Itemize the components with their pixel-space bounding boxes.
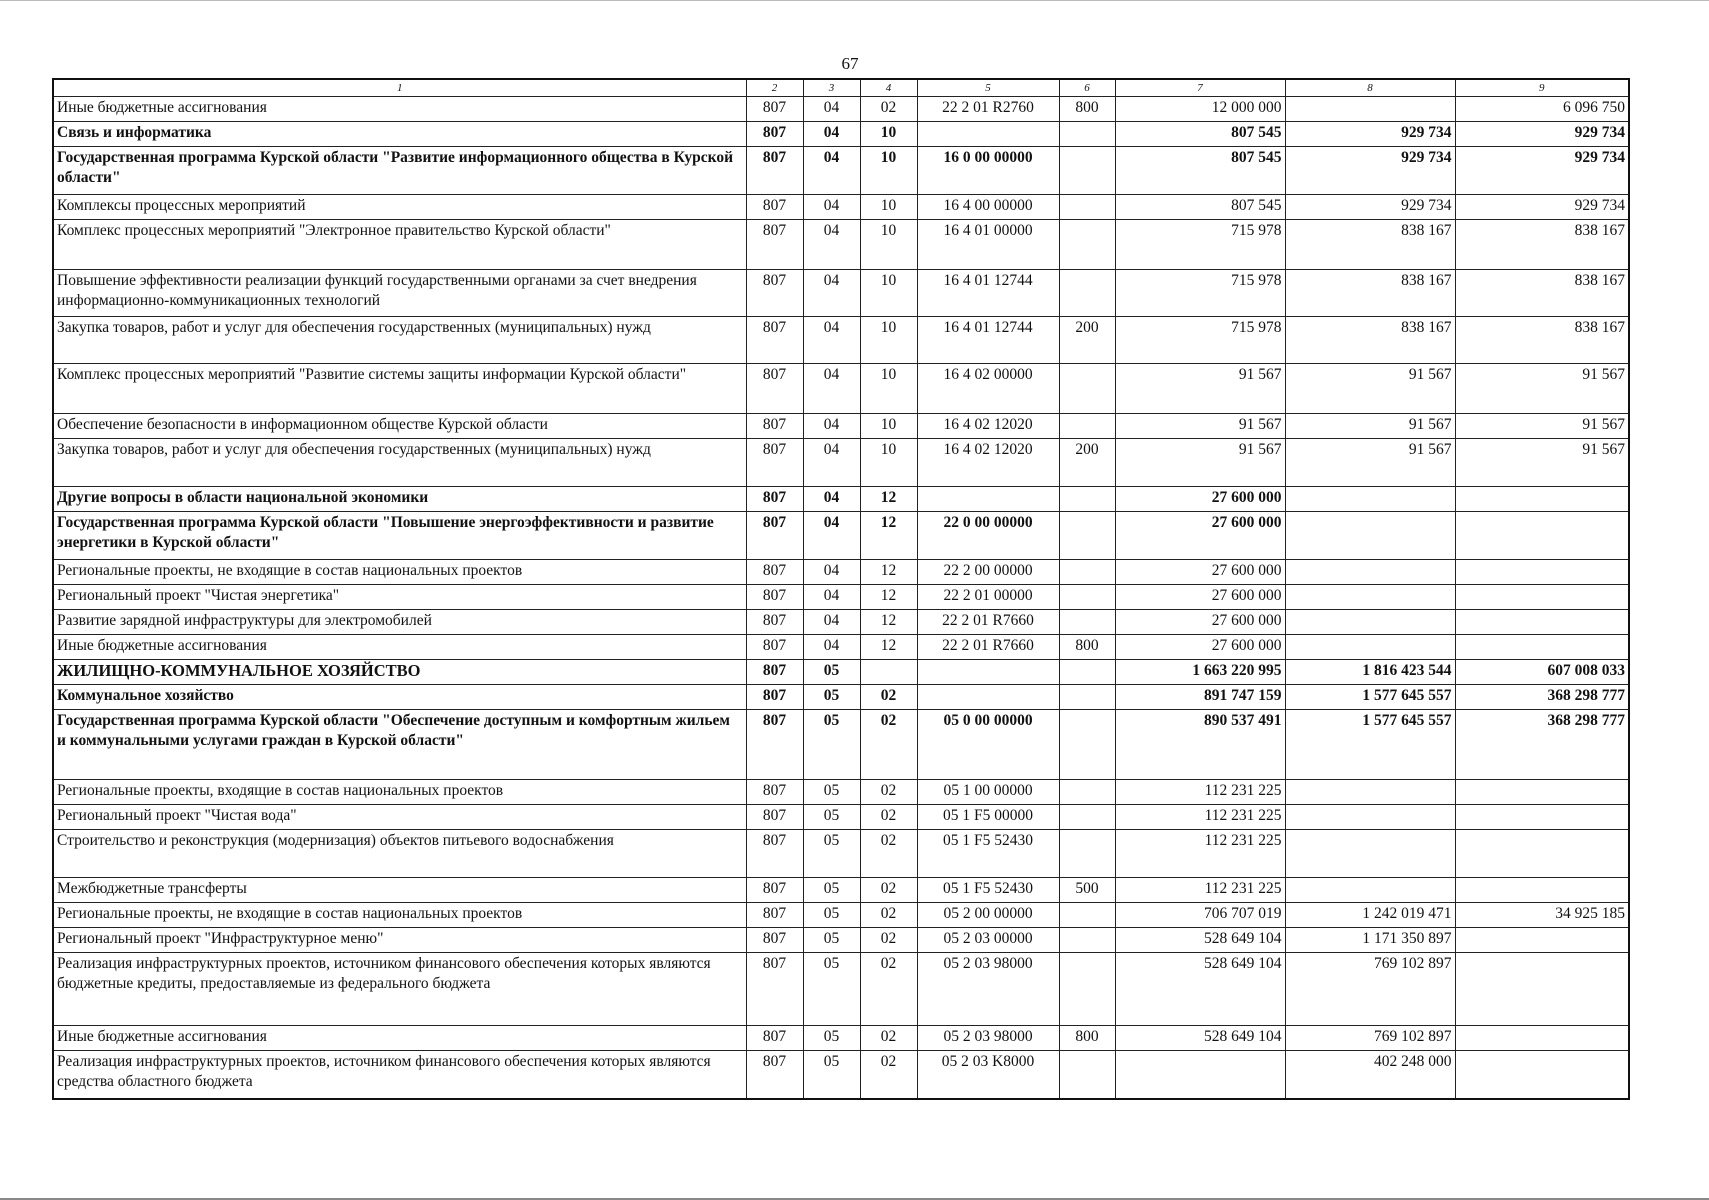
table-row [53, 878, 1629, 903]
row-amount-year3 [1455, 585, 1629, 610]
row-section-code: 05 [803, 805, 860, 830]
row-amount-year2 [1285, 560, 1455, 585]
row-amount-year1: 27 600 000 [1115, 512, 1285, 560]
row-expense-type: 800 [1059, 97, 1115, 122]
row-subsection-code [860, 660, 917, 685]
table-row [53, 830, 1629, 878]
row-ministry-code: 807 [746, 780, 803, 805]
row-subsection-code: 02 [860, 830, 917, 878]
row-expense-type [1059, 512, 1115, 560]
row-name: Коммунальное хозяйство [53, 685, 746, 710]
row-name: Повышение эффективности реализации функций государственными органами за счет внедрения информационно-коммуникационных технологий [53, 270, 746, 317]
table-row [53, 195, 1629, 220]
row-amount-year2 [1285, 878, 1455, 903]
row-section-code: 05 [803, 830, 860, 878]
row-expense-type: 500 [1059, 878, 1115, 903]
row-amount-year3: 838 167 [1455, 317, 1629, 364]
row-amount-year1: 528 649 104 [1115, 1026, 1285, 1051]
row-name: Закупка товаров, работ и услуг для обеспечения государственных (муниципальных) нужд [53, 317, 746, 364]
row-amount-year2: 1 577 645 557 [1285, 685, 1455, 710]
row-section-code: 04 [803, 195, 860, 220]
row-name: Строительство и реконструкция (модернизация) объектов питьевого водоснабжения [53, 830, 746, 878]
row-name: Обеспечение безопасности в информационном обществе Курской области [53, 414, 746, 439]
row-section-code: 05 [803, 1051, 860, 1099]
row-amount-year3: 368 298 777 [1455, 710, 1629, 780]
column-header: 2 [746, 79, 803, 97]
row-target-article: 22 0 00 00000 [917, 512, 1059, 560]
table-row [53, 710, 1629, 780]
row-target-article: 05 1 F5 00000 [917, 805, 1059, 830]
row-amount-year1: 91 567 [1115, 414, 1285, 439]
row-amount-year2: 91 567 [1285, 414, 1455, 439]
table-row [53, 610, 1629, 635]
budget-table [52, 78, 1630, 1100]
row-name: Региональные проекты, не входящие в состав национальных проектов [53, 560, 746, 585]
column-header: 4 [860, 79, 917, 97]
row-amount-year2 [1285, 487, 1455, 512]
row-amount-year1: 715 978 [1115, 220, 1285, 270]
row-name: Иные бюджетные ассигнования [53, 1026, 746, 1051]
row-amount-year1: 890 537 491 [1115, 710, 1285, 780]
row-amount-year3: 91 567 [1455, 414, 1629, 439]
row-expense-type [1059, 487, 1115, 512]
table-row [53, 953, 1629, 1026]
row-name: Региональный проект "Инфраструктурное меню" [53, 928, 746, 953]
row-ministry-code: 807 [746, 512, 803, 560]
row-amount-year2 [1285, 805, 1455, 830]
row-expense-type [1059, 147, 1115, 195]
row-name: Комплексы процессных мероприятий [53, 195, 746, 220]
row-expense-type [1059, 710, 1115, 780]
row-amount-year1: 112 231 225 [1115, 878, 1285, 903]
row-name: Комплекс процессных мероприятий "Электронное правительство Курской области" [53, 220, 746, 270]
row-expense-type: 200 [1059, 317, 1115, 364]
row-section-code: 04 [803, 270, 860, 317]
row-target-article: 22 2 00 00000 [917, 560, 1059, 585]
row-name: Межбюджетные трансферты [53, 878, 746, 903]
row-amount-year3 [1455, 780, 1629, 805]
row-subsection-code: 02 [860, 928, 917, 953]
row-amount-year3: 6 096 750 [1455, 97, 1629, 122]
row-expense-type [1059, 830, 1115, 878]
row-name: Региональный проект "Чистая вода" [53, 805, 746, 830]
column-header: 8 [1285, 79, 1455, 97]
column-header: 1 [53, 79, 746, 97]
table-row [53, 439, 1629, 487]
row-ministry-code: 807 [746, 439, 803, 487]
row-expense-type [1059, 610, 1115, 635]
row-subsection-code: 10 [860, 439, 917, 487]
row-amount-year3: 838 167 [1455, 270, 1629, 317]
table-row [53, 780, 1629, 805]
row-ministry-code: 807 [746, 635, 803, 660]
row-target-article: 05 2 03 98000 [917, 953, 1059, 1026]
row-amount-year2 [1285, 512, 1455, 560]
row-amount-year3 [1455, 635, 1629, 660]
row-amount-year2 [1285, 635, 1455, 660]
row-ministry-code: 807 [746, 710, 803, 780]
row-amount-year2: 769 102 897 [1285, 953, 1455, 1026]
table-row [53, 560, 1629, 585]
row-amount-year2: 1 242 019 471 [1285, 903, 1455, 928]
table-row [53, 1051, 1629, 1099]
row-amount-year1 [1115, 1051, 1285, 1099]
row-ministry-code: 807 [746, 928, 803, 953]
row-amount-year2: 838 167 [1285, 270, 1455, 317]
row-expense-type [1059, 780, 1115, 805]
row-amount-year3: 91 567 [1455, 364, 1629, 414]
row-target-article: 16 0 00 00000 [917, 147, 1059, 195]
row-name: ЖИЛИЩНО-КОММУНАЛЬНОЕ ХОЗЯЙСТВО [53, 660, 746, 685]
row-amount-year2 [1285, 830, 1455, 878]
row-target-article [917, 487, 1059, 512]
table-row [53, 512, 1629, 560]
row-expense-type [1059, 195, 1115, 220]
row-target-article: 16 4 01 12744 [917, 317, 1059, 364]
row-subsection-code: 10 [860, 220, 917, 270]
row-target-article: 05 2 03 K8000 [917, 1051, 1059, 1099]
row-amount-year1: 112 231 225 [1115, 805, 1285, 830]
row-expense-type [1059, 220, 1115, 270]
row-amount-year2: 91 567 [1285, 439, 1455, 487]
row-ministry-code: 807 [746, 97, 803, 122]
table-row [53, 635, 1629, 660]
row-ministry-code: 807 [746, 1051, 803, 1099]
row-name: Иные бюджетные ассигнования [53, 97, 746, 122]
row-subsection-code: 02 [860, 1051, 917, 1099]
row-target-article: 22 2 01 R7660 [917, 610, 1059, 635]
row-subsection-code: 10 [860, 317, 917, 364]
table-row [53, 270, 1629, 317]
row-section-code: 04 [803, 635, 860, 660]
row-amount-year1: 891 747 159 [1115, 685, 1285, 710]
row-amount-year2 [1285, 610, 1455, 635]
row-section-code: 05 [803, 953, 860, 1026]
row-amount-year1: 27 600 000 [1115, 487, 1285, 512]
row-amount-year2: 402 248 000 [1285, 1051, 1455, 1099]
row-expense-type [1059, 660, 1115, 685]
table-row [53, 1026, 1629, 1051]
row-expense-type [1059, 805, 1115, 830]
row-name: Региональные проекты, входящие в состав национальных проектов [53, 780, 746, 805]
row-ministry-code: 807 [746, 364, 803, 414]
row-amount-year3: 368 298 777 [1455, 685, 1629, 710]
table-row [53, 660, 1629, 685]
column-header: 5 [917, 79, 1059, 97]
row-subsection-code: 12 [860, 512, 917, 560]
row-amount-year3: 929 734 [1455, 122, 1629, 147]
row-ministry-code: 807 [746, 487, 803, 512]
table-row [53, 122, 1629, 147]
row-amount-year3 [1455, 805, 1629, 830]
row-target-article: 16 4 02 00000 [917, 364, 1059, 414]
row-amount-year2 [1285, 780, 1455, 805]
row-expense-type [1059, 903, 1115, 928]
row-ministry-code: 807 [746, 414, 803, 439]
row-ministry-code: 807 [746, 805, 803, 830]
table-row [53, 97, 1629, 122]
row-section-code: 04 [803, 560, 860, 585]
row-target-article: 22 2 01 R2760 [917, 97, 1059, 122]
row-subsection-code: 02 [860, 780, 917, 805]
row-subsection-code: 12 [860, 610, 917, 635]
row-target-article [917, 685, 1059, 710]
row-amount-year2: 1 577 645 557 [1285, 710, 1455, 780]
row-name: Развитие зарядной инфраструктуры для электромобилей [53, 610, 746, 635]
row-ministry-code: 807 [746, 585, 803, 610]
row-amount-year2: 838 167 [1285, 220, 1455, 270]
row-subsection-code: 02 [860, 97, 917, 122]
row-section-code: 04 [803, 317, 860, 364]
row-target-article: 05 2 00 00000 [917, 903, 1059, 928]
row-ministry-code: 807 [746, 317, 803, 364]
row-target-article: 16 4 02 12020 [917, 439, 1059, 487]
row-name: Региональный проект "Чистая энергетика" [53, 585, 746, 610]
table-row [53, 585, 1629, 610]
row-ministry-code: 807 [746, 220, 803, 270]
row-expense-type [1059, 414, 1115, 439]
row-subsection-code: 12 [860, 585, 917, 610]
row-expense-type [1059, 685, 1115, 710]
row-amount-year3: 929 734 [1455, 195, 1629, 220]
row-subsection-code: 02 [860, 1026, 917, 1051]
row-ministry-code: 807 [746, 953, 803, 1026]
row-amount-year2: 929 734 [1285, 195, 1455, 220]
row-amount-year2: 929 734 [1285, 147, 1455, 195]
row-expense-type [1059, 270, 1115, 317]
row-ministry-code: 807 [746, 660, 803, 685]
row-expense-type: 800 [1059, 1026, 1115, 1051]
row-amount-year2 [1285, 585, 1455, 610]
table-row [53, 487, 1629, 512]
row-subsection-code: 10 [860, 364, 917, 414]
table-row [53, 220, 1629, 270]
row-amount-year3: 91 567 [1455, 439, 1629, 487]
row-amount-year2: 838 167 [1285, 317, 1455, 364]
row-subsection-code: 12 [860, 560, 917, 585]
row-amount-year1: 706 707 019 [1115, 903, 1285, 928]
table-row [53, 928, 1629, 953]
scan-edge-top [0, 0, 1709, 4]
row-expense-type [1059, 1051, 1115, 1099]
row-amount-year3 [1455, 487, 1629, 512]
row-subsection-code: 02 [860, 903, 917, 928]
row-ministry-code: 807 [746, 685, 803, 710]
row-section-code: 04 [803, 512, 860, 560]
row-subsection-code: 12 [860, 487, 917, 512]
row-amount-year1: 1 663 220 995 [1115, 660, 1285, 685]
column-number-header [53, 79, 1629, 97]
row-section-code: 04 [803, 414, 860, 439]
row-target-article: 22 2 01 00000 [917, 585, 1059, 610]
row-section-code: 05 [803, 928, 860, 953]
row-amount-year3 [1455, 560, 1629, 585]
row-expense-type [1059, 585, 1115, 610]
row-subsection-code: 02 [860, 685, 917, 710]
row-amount-year2: 769 102 897 [1285, 1026, 1455, 1051]
column-header: 7 [1115, 79, 1285, 97]
row-target-article: 05 0 00 00000 [917, 710, 1059, 780]
table-row [53, 903, 1629, 928]
row-amount-year1: 12 000 000 [1115, 97, 1285, 122]
row-amount-year1: 715 978 [1115, 270, 1285, 317]
row-name: Государственная программа Курской области "Обеспечение доступным и комфортным жильем и коммунальными услугами граждан в Курской области" [53, 710, 746, 780]
row-section-code: 04 [803, 147, 860, 195]
row-section-code: 05 [803, 710, 860, 780]
row-section-code: 04 [803, 439, 860, 487]
row-amount-year3: 929 734 [1455, 147, 1629, 195]
row-expense-type [1059, 928, 1115, 953]
row-name: Государственная программа Курской области "Повышение энергоэффективности и развитие энергетики в Курской области" [53, 512, 746, 560]
row-name: Государственная программа Курской области "Развитие информационного общества в Курской области" [53, 147, 746, 195]
row-target-article: 05 1 F5 52430 [917, 878, 1059, 903]
row-ministry-code: 807 [746, 610, 803, 635]
row-section-code: 05 [803, 660, 860, 685]
row-section-code: 05 [803, 685, 860, 710]
row-ministry-code: 807 [746, 270, 803, 317]
row-amount-year1: 807 545 [1115, 147, 1285, 195]
row-section-code: 04 [803, 220, 860, 270]
row-name: Реализация инфраструктурных проектов, источником финансового обеспечения которых являются бюджетные кредиты, предоставляемые из федерального бюджета [53, 953, 746, 1026]
row-name: Связь и информатика [53, 122, 746, 147]
row-target-article: 22 2 01 R7660 [917, 635, 1059, 660]
row-subsection-code: 10 [860, 414, 917, 439]
column-header: 3 [803, 79, 860, 97]
row-amount-year1: 807 545 [1115, 195, 1285, 220]
row-amount-year1: 27 600 000 [1115, 560, 1285, 585]
row-target-article: 05 2 03 00000 [917, 928, 1059, 953]
page-number: 67 [841, 54, 859, 73]
table-row [53, 317, 1629, 364]
row-target-article: 05 1 00 00000 [917, 780, 1059, 805]
row-name: Иные бюджетные ассигнования [53, 635, 746, 660]
row-section-code: 05 [803, 878, 860, 903]
row-ministry-code: 807 [746, 830, 803, 878]
row-amount-year3 [1455, 953, 1629, 1026]
row-subsection-code: 02 [860, 953, 917, 1026]
row-expense-type: 200 [1059, 439, 1115, 487]
row-expense-type [1059, 953, 1115, 1026]
row-subsection-code: 02 [860, 878, 917, 903]
row-amount-year2: 1 816 423 544 [1285, 660, 1455, 685]
row-amount-year3 [1455, 878, 1629, 903]
row-expense-type [1059, 364, 1115, 414]
row-subsection-code: 10 [860, 122, 917, 147]
row-amount-year3: 607 008 033 [1455, 660, 1629, 685]
row-section-code: 04 [803, 585, 860, 610]
table-row [53, 414, 1629, 439]
row-amount-year2 [1285, 97, 1455, 122]
row-target-article: 16 4 01 12744 [917, 270, 1059, 317]
row-target-article: 16 4 01 00000 [917, 220, 1059, 270]
row-subsection-code: 10 [860, 195, 917, 220]
column-header: 6 [1059, 79, 1115, 97]
row-section-code: 05 [803, 780, 860, 805]
row-expense-type [1059, 560, 1115, 585]
table-row [53, 805, 1629, 830]
row-target-article: 16 4 00 00000 [917, 195, 1059, 220]
row-target-article: 05 2 03 98000 [917, 1026, 1059, 1051]
row-name: Другие вопросы в области национальной экономики [53, 487, 746, 512]
row-amount-year2: 1 171 350 897 [1285, 928, 1455, 953]
row-ministry-code: 807 [746, 903, 803, 928]
row-expense-type [1059, 122, 1115, 147]
row-amount-year3 [1455, 1051, 1629, 1099]
row-ministry-code: 807 [746, 122, 803, 147]
row-name: Закупка товаров, работ и услуг для обеспечения государственных (муниципальных) нужд [53, 439, 746, 487]
row-ministry-code: 807 [746, 1026, 803, 1051]
row-name: Региональные проекты, не входящие в состав национальных проектов [53, 903, 746, 928]
table-row [53, 364, 1629, 414]
row-expense-type: 800 [1059, 635, 1115, 660]
row-ministry-code: 807 [746, 195, 803, 220]
row-section-code: 05 [803, 1026, 860, 1051]
row-subsection-code: 10 [860, 270, 917, 317]
row-amount-year3 [1455, 1026, 1629, 1051]
row-ministry-code: 807 [746, 147, 803, 195]
row-amount-year3 [1455, 928, 1629, 953]
row-section-code: 04 [803, 364, 860, 414]
row-name: Комплекс процессных мероприятий "Развитие системы защиты информации Курской области" [53, 364, 746, 414]
row-amount-year1: 91 567 [1115, 439, 1285, 487]
row-section-code: 04 [803, 610, 860, 635]
row-target-article [917, 122, 1059, 147]
row-target-article: 05 1 F5 52430 [917, 830, 1059, 878]
row-section-code: 04 [803, 487, 860, 512]
row-amount-year2: 929 734 [1285, 122, 1455, 147]
row-amount-year1: 27 600 000 [1115, 585, 1285, 610]
row-amount-year1: 715 978 [1115, 317, 1285, 364]
row-amount-year1: 112 231 225 [1115, 780, 1285, 805]
row-section-code: 04 [803, 122, 860, 147]
row-amount-year3: 838 167 [1455, 220, 1629, 270]
row-name: Реализация инфраструктурных проектов, источником финансового обеспечения которых являются средства областного бюджета [53, 1051, 746, 1099]
row-amount-year1: 27 600 000 [1115, 635, 1285, 660]
row-subsection-code: 10 [860, 147, 917, 195]
row-ministry-code: 807 [746, 878, 803, 903]
row-amount-year3 [1455, 610, 1629, 635]
table-row [53, 685, 1629, 710]
row-ministry-code: 807 [746, 560, 803, 585]
row-subsection-code: 02 [860, 710, 917, 780]
row-amount-year1: 528 649 104 [1115, 953, 1285, 1026]
row-section-code: 05 [803, 903, 860, 928]
row-amount-year1: 27 600 000 [1115, 610, 1285, 635]
row-target-article [917, 660, 1059, 685]
row-subsection-code: 12 [860, 635, 917, 660]
row-amount-year3: 34 925 185 [1455, 903, 1629, 928]
row-amount-year3 [1455, 830, 1629, 878]
row-amount-year1: 528 649 104 [1115, 928, 1285, 953]
row-amount-year2: 91 567 [1285, 364, 1455, 414]
row-amount-year1: 91 567 [1115, 364, 1285, 414]
row-subsection-code: 02 [860, 805, 917, 830]
row-target-article: 16 4 02 12020 [917, 414, 1059, 439]
column-header: 9 [1455, 79, 1629, 97]
row-amount-year1: 807 545 [1115, 122, 1285, 147]
row-section-code: 04 [803, 97, 860, 122]
table-row [53, 147, 1629, 195]
row-amount-year3 [1455, 512, 1629, 560]
row-amount-year1: 112 231 225 [1115, 830, 1285, 878]
